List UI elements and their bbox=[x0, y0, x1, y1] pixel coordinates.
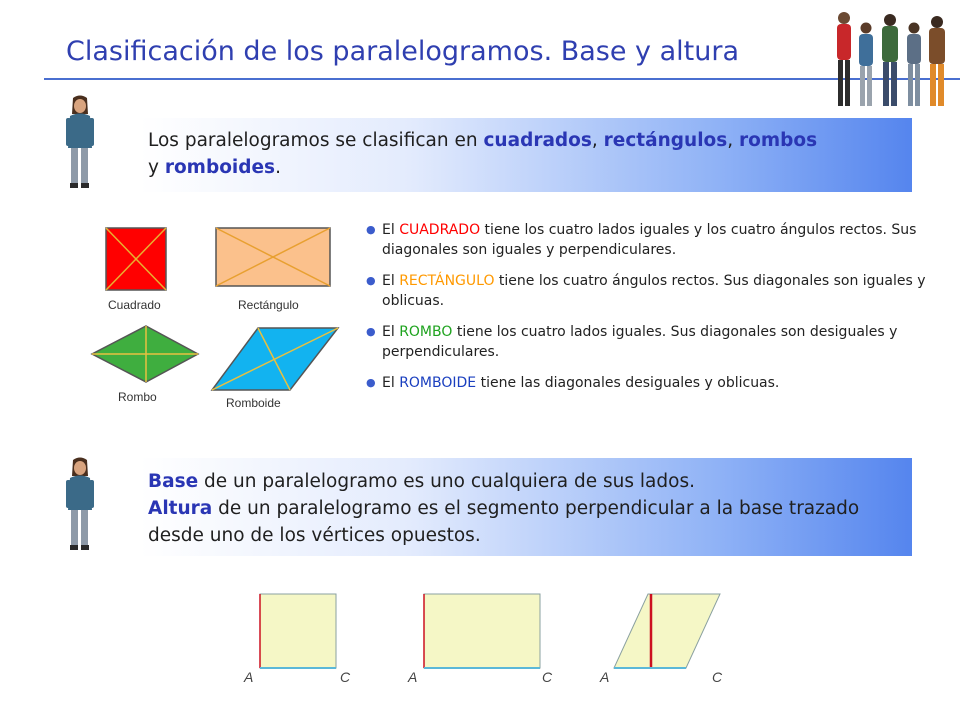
definition-prefix: El bbox=[382, 375, 400, 391]
period: . bbox=[275, 157, 281, 178]
rhombus-shape bbox=[92, 326, 198, 382]
label-rombo: Rombo bbox=[118, 390, 157, 404]
altura-definition: de un paralelogramo es el segmento perpendicular a la base trazado desde uno de los vértices opuestos. bbox=[148, 498, 860, 546]
base-height-text bbox=[148, 468, 912, 549]
keyword-cuadrados: cuadrados bbox=[483, 130, 592, 151]
rhomboid-height-diagram bbox=[599, 594, 723, 685]
term-rectangulo: RECTÁNGULO bbox=[399, 273, 495, 289]
base-definition: de un paralelogramo es uno cualquiera de sus lados. bbox=[198, 471, 695, 492]
rectangle-shape bbox=[216, 228, 330, 286]
height-diagrams-figure bbox=[230, 586, 750, 688]
square-shape bbox=[106, 228, 166, 290]
term-cuadrado: CUADRADO bbox=[399, 222, 481, 238]
label-rectangulo: Rectángulo bbox=[238, 298, 299, 312]
student-red bbox=[837, 12, 851, 106]
keyword-altura: Altura bbox=[148, 498, 213, 519]
bullet-icon: ● bbox=[366, 223, 376, 236]
definition-prefix: El bbox=[382, 273, 400, 289]
definition-prefix: El bbox=[382, 324, 400, 340]
vertex-label-a: A bbox=[244, 669, 254, 685]
title-underline bbox=[44, 78, 960, 80]
term-romboide: ROMBOIDE bbox=[399, 375, 477, 391]
vertex-label-c: C bbox=[712, 669, 723, 685]
term-rombo: ROMBO bbox=[399, 324, 453, 340]
parallelogram-shapes-figure bbox=[80, 212, 352, 422]
definition-prefix: El bbox=[382, 222, 400, 238]
classification-intro: Los paralelogramos se clasifican en bbox=[148, 130, 484, 151]
separator: , bbox=[727, 130, 740, 151]
definition-text: tiene los cuatro ángulos rectos. Sus diagonales son iguales y oblicuas. bbox=[382, 273, 926, 309]
classification-banner bbox=[140, 118, 912, 192]
square-height-diagram bbox=[243, 594, 351, 685]
list-item-rectangulo bbox=[366, 271, 926, 311]
bullet-icon: ● bbox=[366, 325, 376, 338]
definition-text: tiene los cuatro lados iguales. Sus diagonales son desiguales y perpendiculares. bbox=[382, 324, 898, 360]
rhomboid-shape bbox=[212, 328, 338, 390]
student-girl-figure bbox=[62, 94, 98, 190]
keyword-romboides: romboides bbox=[164, 157, 276, 178]
vertex-label-c: C bbox=[542, 669, 553, 685]
label-romboide: Romboide bbox=[226, 396, 281, 410]
keyword-base: Base bbox=[148, 471, 199, 492]
bullet-icon: ● bbox=[366, 274, 376, 287]
student-orange bbox=[929, 16, 945, 106]
classification-intro-2: y bbox=[148, 157, 165, 178]
vertex-label-c: C bbox=[340, 669, 351, 685]
rectangle-height-diagram bbox=[407, 594, 553, 685]
keyword-rombos: rombos bbox=[739, 130, 818, 151]
bullet-icon: ● bbox=[366, 376, 376, 389]
label-cuadrado: Cuadrado bbox=[108, 298, 161, 312]
list-item-rombo bbox=[366, 322, 926, 362]
list-item-romboide bbox=[366, 373, 926, 393]
page-title: Clasificación de los paralelogramos. Base y altura bbox=[66, 36, 740, 67]
list-item-cuadrado bbox=[366, 220, 926, 260]
vertex-label-a: A bbox=[600, 669, 610, 685]
student-blue bbox=[859, 23, 873, 107]
students-group-image bbox=[830, 8, 954, 112]
definition-text: tiene las diagonales desiguales y oblicuas. bbox=[476, 375, 780, 391]
student-green bbox=[882, 14, 898, 106]
base-height-banner bbox=[140, 458, 912, 556]
vertex-label-a: A bbox=[408, 669, 418, 685]
student-gray bbox=[907, 23, 921, 107]
definitions-list bbox=[366, 220, 926, 404]
keyword-rectangulos: rectángulos bbox=[603, 130, 728, 151]
student-girl-figure-2 bbox=[62, 456, 98, 552]
definition-text: tiene los cuatro lados iguales y los cuatro ángulos rectos. Sus diagonales son iguales y perpendiculares. bbox=[382, 222, 917, 258]
classification-text bbox=[148, 127, 817, 181]
separator: , bbox=[591, 130, 604, 151]
